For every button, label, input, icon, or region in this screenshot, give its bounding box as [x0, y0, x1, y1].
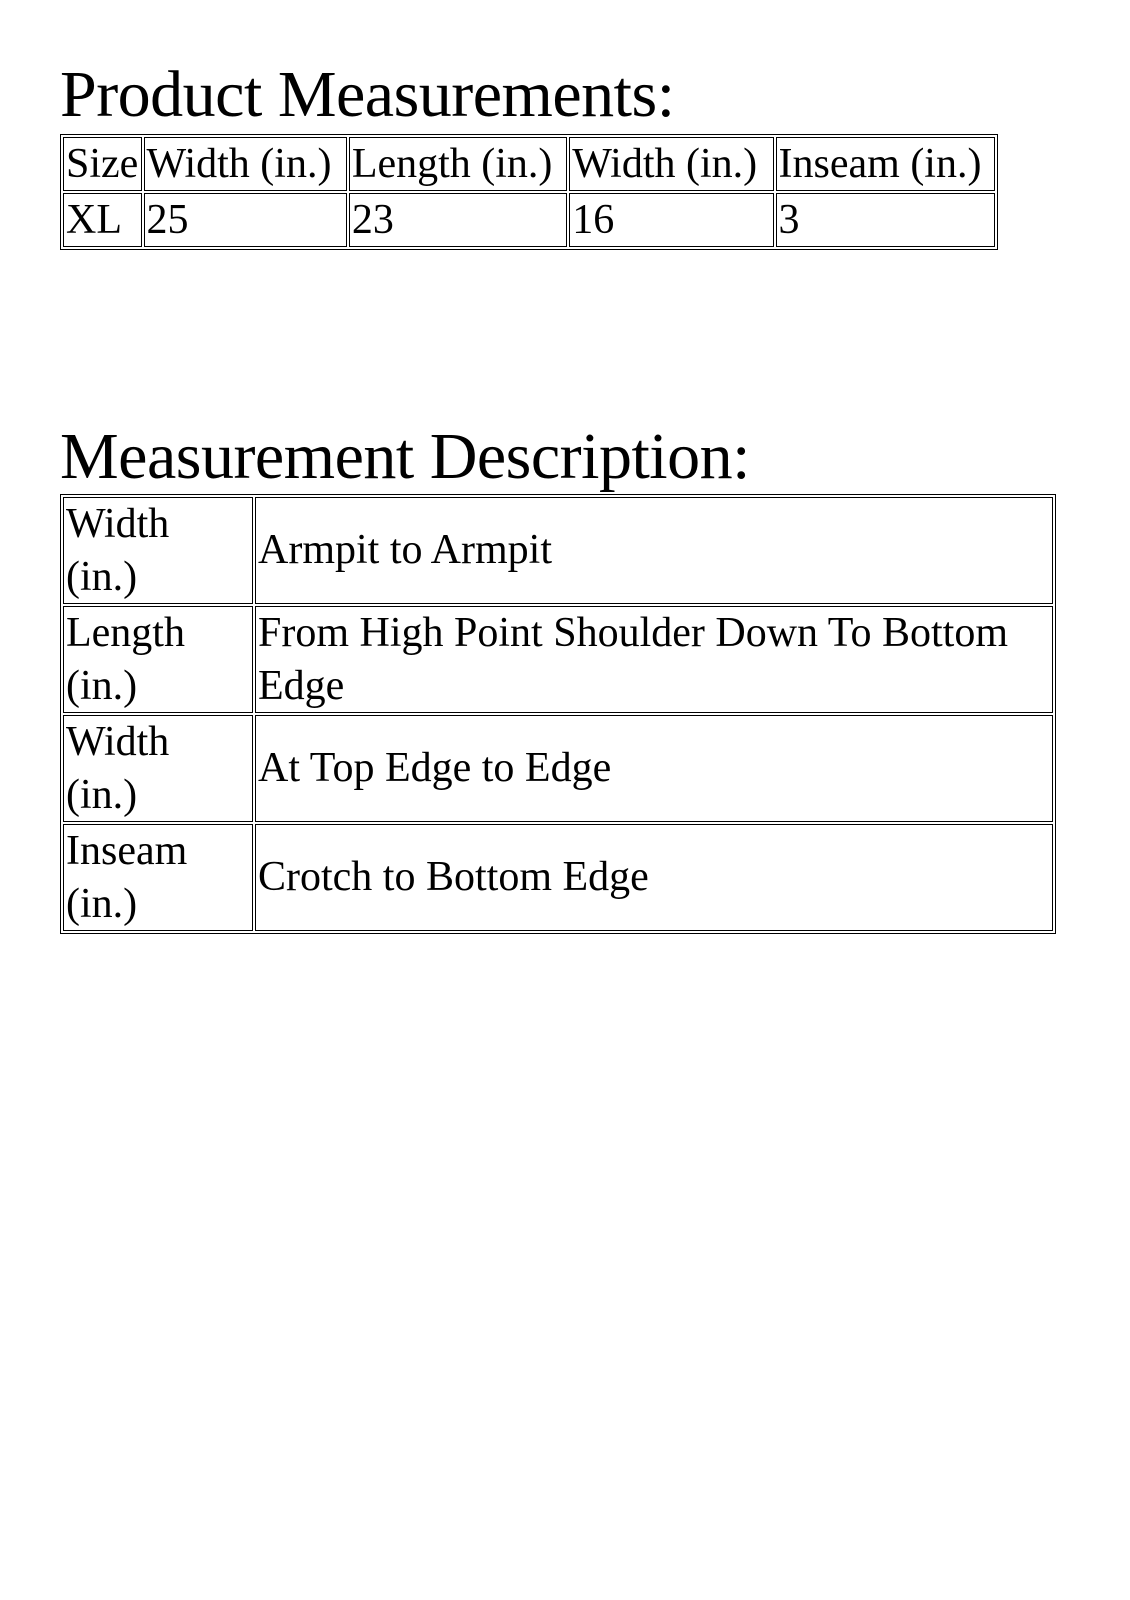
cell-size-value: XL — [63, 193, 142, 247]
measurements-table — [60, 134, 998, 250]
cell-width-2-value: 16 — [569, 193, 773, 247]
cell-inseam-value: 3 — [776, 193, 995, 247]
table-row — [63, 606, 1053, 713]
header-cell-inseam: Inseam (in.) — [776, 137, 995, 191]
measurement-description-title: Measurement Description: — [60, 420, 750, 493]
header-cell-width-2: Width (in.) — [569, 137, 773, 191]
table-row — [63, 193, 995, 247]
table-row — [63, 715, 1053, 822]
product-measurements-title: Product Measurements: — [60, 58, 675, 131]
header-cell-size: Size — [63, 137, 142, 191]
table-header-row — [63, 137, 995, 191]
description-text: From High Point Shoulder Down To Bottom Edge — [255, 606, 1053, 713]
description-text: Crotch to Bottom Edge — [255, 824, 1053, 931]
description-term: Inseam (in.) — [63, 824, 253, 931]
table-row — [63, 497, 1053, 604]
header-cell-width: Width (in.) — [144, 137, 347, 191]
description-term: Width (in.) — [63, 497, 253, 604]
description-term: Width (in.) — [63, 715, 253, 822]
description-table — [60, 494, 1056, 934]
description-text: Armpit to Armpit — [255, 497, 1053, 604]
description-term: Length (in.) — [63, 606, 253, 713]
table-row — [63, 824, 1053, 931]
header-cell-length: Length (in.) — [349, 137, 567, 191]
cell-length-value: 23 — [349, 193, 567, 247]
cell-width-value: 25 — [144, 193, 347, 247]
description-text: At Top Edge to Edge — [255, 715, 1053, 822]
